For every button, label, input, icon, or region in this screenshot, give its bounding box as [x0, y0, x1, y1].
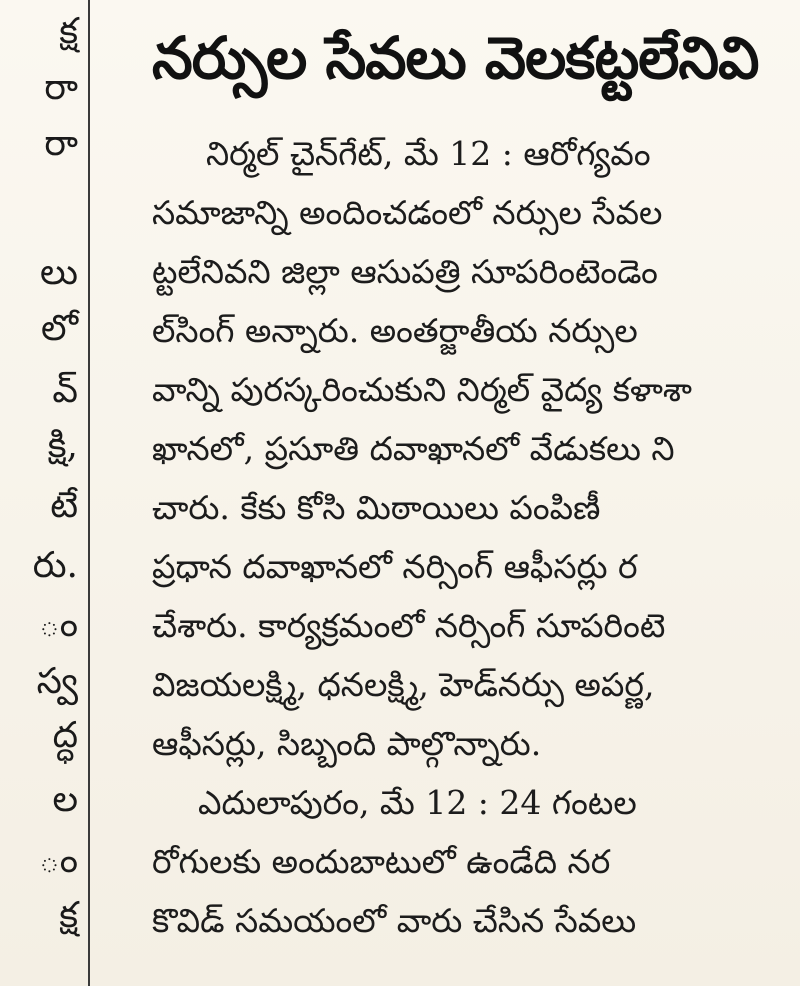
article-line: సమాజాన్ని అందించడంలో నర్సుల సేవల: [152, 193, 663, 232]
article-line: కొవిడ్ సమయంలో వారు చేసిన సేవలు: [152, 901, 637, 940]
article-line: విజయలక్ష్మి, ధనలక్ష్మి, హెడ్‌నర్సు అపర్ణ,: [152, 665, 655, 704]
adjacent-column-fragment: లు: [40, 252, 78, 293]
article-line: ఆఫీసర్లు, సిబ్బంది పాల్గొన్నారు.: [152, 724, 542, 763]
adjacent-column-fragment: ల: [52, 779, 78, 820]
adjacent-column-fragment: క్ష: [59, 11, 78, 52]
article: [152, 0, 800, 986]
adjacent-column-fragment: రు.: [32, 545, 78, 586]
article-line: ల్‌సింగ్ అన్నారు. అంతర్జాతీయ నర్సుల: [152, 311, 638, 350]
adjacent-column-fragment: లో: [40, 308, 78, 349]
article-headline: నర్సుల సేవలు వెలకట్టలేనివి: [152, 24, 759, 92]
article-line: ట్టలేనివని జిల్లా ఆసుపత్రి సూపరింటెండెం: [152, 252, 658, 291]
article-line: ప్రధాన దవాఖానలో నర్సింగ్ ఆఫీసర్లు ర: [152, 547, 638, 586]
article-line: ఎదులాపురం, మే 12 : 24 గంటల: [198, 783, 637, 822]
adjacent-column-fragment: రా: [44, 123, 78, 164]
adjacent-column-fragment: క్ష: [59, 895, 78, 936]
article-line: నిర్మల్ చైన్‌గేట్, మే 12 : ఆరోగ్యవం: [206, 134, 651, 173]
article-line: చేశారు. కార్యక్రమంలో నర్సింగ్ సూపరింటె: [152, 606, 666, 645]
adjacent-column-fragment: స్వ: [36, 661, 78, 702]
adjacent-column-fragment: క్షి,: [47, 425, 78, 466]
article-body: [152, 124, 800, 950]
article-line: చారు. కేకు కోసి మిఠాయిలు పంపిణీ: [152, 488, 601, 527]
article-line: వాన్ని పురస్కరించుకుని నిర్మల్ వైద్య కళాశా: [152, 370, 693, 409]
column-divider: [88, 0, 90, 986]
adjacent-column-fragment: రా: [44, 67, 78, 108]
adjacent-column-fragment: ద్ధ: [52, 715, 78, 756]
article-line: ఖానలో, ప్రసూతి దవాఖానలో వేడుకలు ని: [152, 429, 675, 468]
article-line: రోగులకు అందుబాటులో ఉండేది నర: [152, 842, 611, 881]
adjacent-column-fragment: ం: [38, 840, 78, 881]
adjacent-column-fragment: టే: [50, 485, 78, 526]
adjacent-column: [0, 0, 88, 986]
adjacent-column-fragment: వ్: [52, 370, 78, 411]
adjacent-column-fragment: ం: [38, 604, 78, 645]
